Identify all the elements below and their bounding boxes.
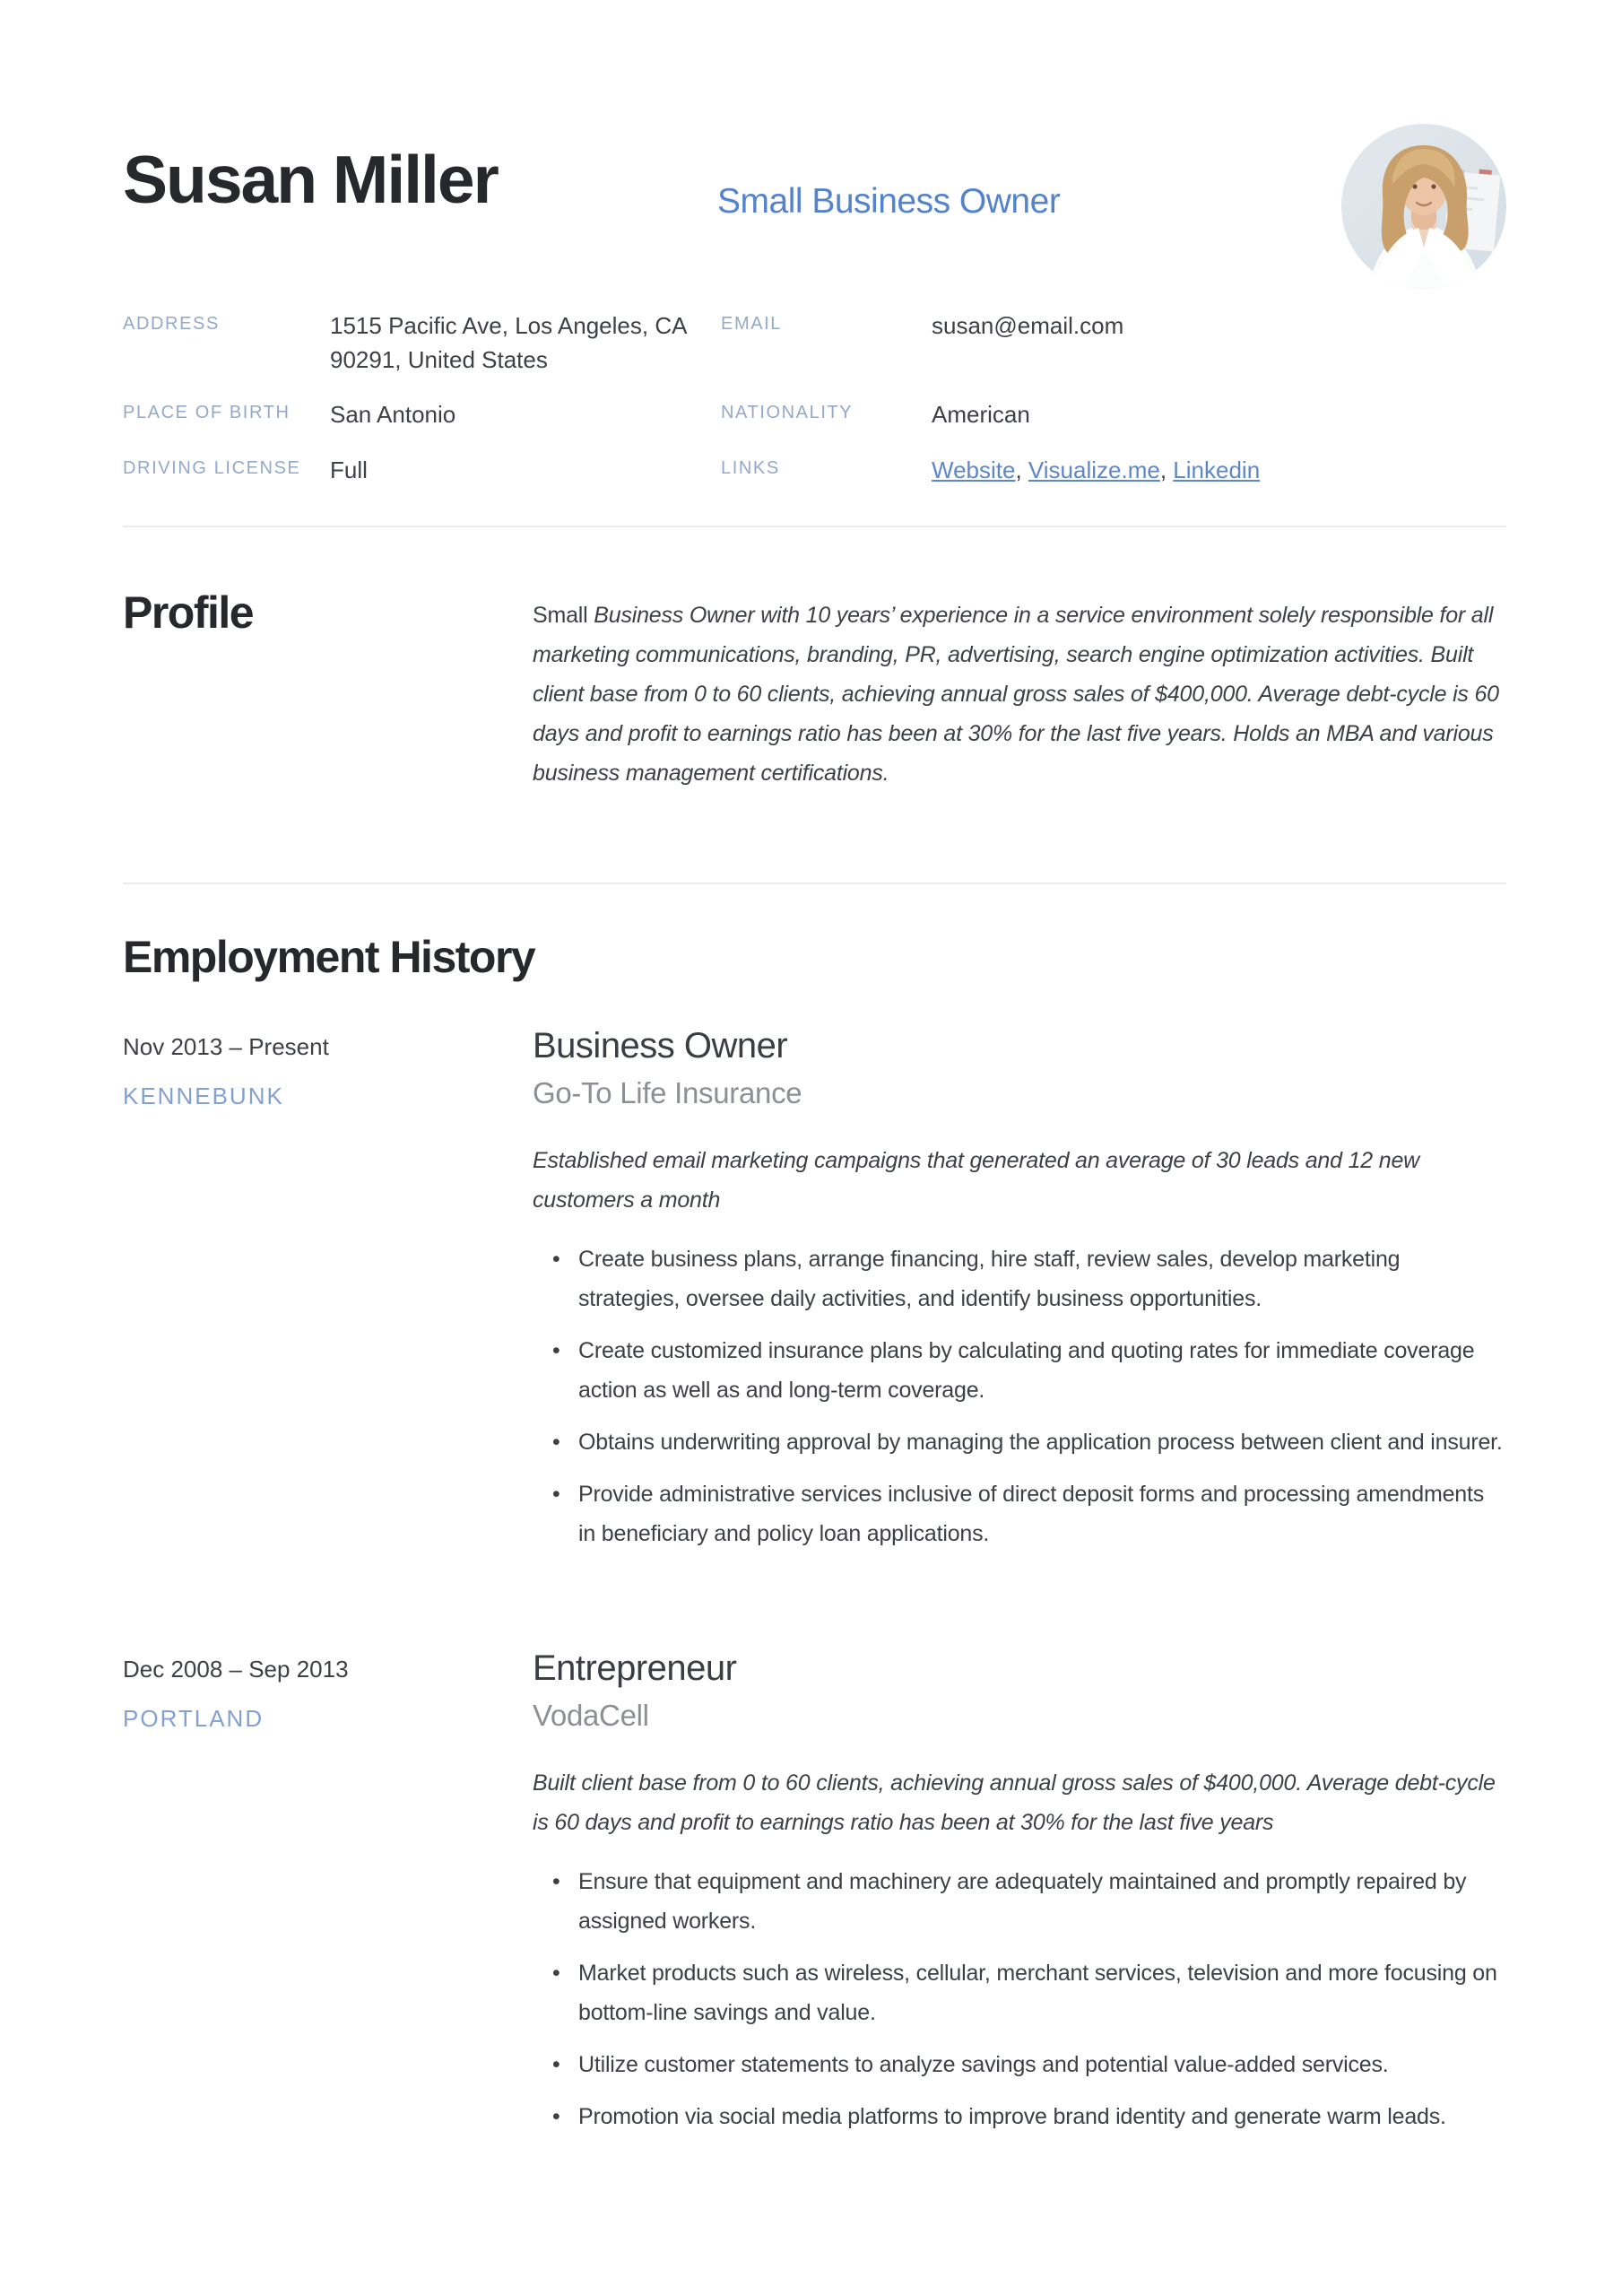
contact-label-place-of-birth: PLACE OF BIRTH: [123, 403, 291, 423]
person-job-title: Small Business Owner: [717, 182, 1061, 221]
job-bullet: • Ensure that equipment and machinery are adequately maintained and promptly repaired by assigned workers.: [533, 1862, 1506, 1941]
job-meta: [123, 1648, 533, 2149]
job-title: Entrepreneur: [533, 1648, 737, 1688]
employment-section: [123, 931, 1506, 2149]
job-company: VodaCell: [533, 1698, 649, 1732]
contact-value-driving-license: Full: [330, 457, 368, 484]
job-bullet: • Create business plans, arrange financing, hire staff, review sales, develop marketing strategies, oversee daily activities, and identify business opportunities.: [533, 1239, 1506, 1318]
header: [123, 0, 1506, 309]
job-location: PORTLAND: [123, 1704, 265, 1732]
job-intro: Built client base from 0 to 60 clients, achieving annual gross sales of $400,000. Average debt-cycle is 60 days and profit to earnings ratio has been at 30% for the last five years: [533, 1770, 1496, 1835]
profile-text-body: Business Owner with 10 years’ experience in a service environment solely responsible for all marketing communications, branding, PR, advertising, search engine optimization activities. Built client base from 0 to 60 clients, achieving annual gross sales of $400,000. Average debt-cycle is 60 days and profit to earnings ratio has been at 30% for the last five years. Holds an MBA and various business management certifications.: [533, 602, 1499, 786]
job-bullet: • Provide administrative services inclusive of direct deposit forms and processing amendments in beneficiary and policy loan applications.: [533, 1474, 1506, 1553]
section-divider: [123, 526, 1506, 527]
job-bullet: • Create customized insurance plans by calculating and quoting rates for immediate coverage action as well as and long-term coverage.: [533, 1331, 1506, 1410]
job-details: [533, 1026, 1506, 1566]
job-meta: [123, 1026, 533, 1566]
contact-value-links: Website, Visualize.me, Linkedin: [932, 457, 1261, 484]
job-bullet: • Obtains underwriting approval by managing the application process between client and insurer.: [533, 1422, 1506, 1462]
job-bullet: • Promotion via social media platforms to improve brand identity and generate warm leads.: [533, 2097, 1506, 2136]
job-entry: [123, 1648, 1506, 2149]
job-entry: [123, 1026, 1506, 1566]
job-dates: Nov 2013 – Present: [123, 1032, 329, 1060]
section-divider: [123, 883, 1506, 884]
profile-text: [533, 596, 1506, 793]
job-intro: Established email marketing campaigns that generated an average of 30 leads and 12 new customers a month: [533, 1147, 1420, 1213]
profile-text-lead: Small: [533, 602, 594, 628]
job-details: [533, 1648, 1506, 2149]
contact-label-links: LINKS: [721, 458, 780, 479]
job-list: [123, 1026, 1506, 2149]
job-dates: Dec 2008 – Sep 2013: [123, 1655, 349, 1683]
job-title: Business Owner: [533, 1025, 788, 1065]
job-bullet-list: [533, 1862, 1506, 2136]
job-bullet: • Utilize customer statements to analyze savings and potential value-added services.: [533, 2045, 1506, 2084]
profile-section: [123, 587, 1506, 793]
job-location: KENNEBUNK: [123, 1082, 284, 1109]
employment-heading: Employment History: [123, 931, 535, 982]
profile-heading: Profile: [123, 587, 254, 638]
job-bullet-list: [533, 1239, 1506, 1553]
job-company: Go-To Life Insurance: [533, 1075, 802, 1109]
link-website[interactable]: Website: [932, 457, 1016, 484]
contact-details: [123, 309, 1506, 488]
contact-label-address: ADDRESS: [123, 314, 220, 334]
contact-label-driving-license: DRIVING LICENSE: [123, 458, 301, 479]
link-visualize-me[interactable]: Visualize.me: [1028, 457, 1160, 484]
contact-value-email: susan@email.com: [932, 312, 1124, 339]
profile-photo: [1341, 124, 1506, 289]
contact-label-email: EMAIL: [721, 314, 783, 334]
avatar-illustration: [1341, 124, 1506, 289]
contact-label-nationality: NATIONALITY: [721, 403, 854, 423]
link-linkedin[interactable]: Linkedin: [1173, 457, 1261, 484]
job-bullet: • Market products such as wireless, cellular, merchant services, television and more focusing on bottom-line savings and value.: [533, 1953, 1506, 2032]
contact-value-address: 1515 Pacific Ave, Los Angeles, CA 90291, United States: [330, 312, 687, 373]
person-name: Susan Miller: [123, 142, 498, 217]
contact-value-nationality: American: [932, 401, 1030, 429]
contact-value-place-of-birth: San Antonio: [330, 401, 456, 429]
